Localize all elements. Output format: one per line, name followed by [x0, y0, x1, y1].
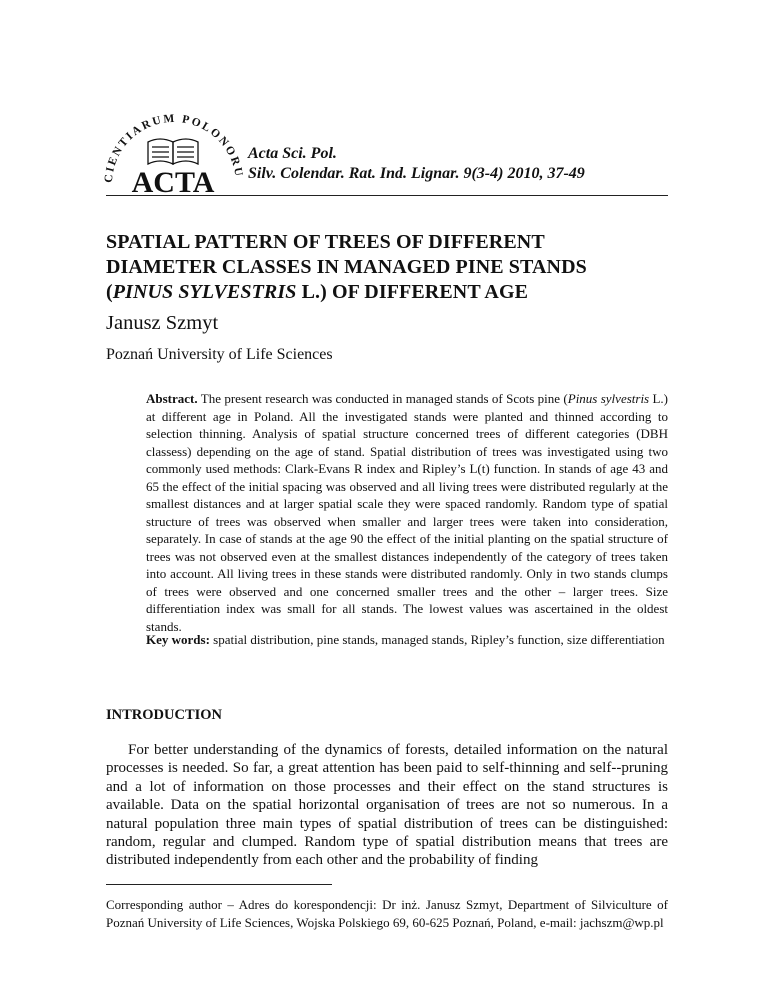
- logo-acta-word: ACTA: [131, 166, 215, 199]
- title-species: PINUS SYLVESTRIS: [112, 281, 297, 303]
- abstract: [146, 390, 668, 635]
- abstract-text: The present research was conducted in managed stands of Scots pine (Pinus sylvestris L.) at different age in Poland. All the investigated stands were planted and thinned according to selection thinning. Analysis of spatial structure concerned trees of different categories (DBH classess) depending on the age of stand. Spatial distribution of trees was investigated using two commonly used methods: Clark-Evans R index and Ripley’s L(t) function. In stands of age 43 and 65 the effect of the initial spacing was observed and all living trees were distributed regularly at the smallest distances and at larger spatial scale they were spaced randomly. Random type of spatial structure of trees was observed when smaller and larger trees were taken into consideration, separately. In case of stands at the age 90 the effect of the initial planting on the spatial structure of trees was not observed even at the smallest distances independently of the category of trees taken into account. All living trees in these stands were distributed randomly. Only in two stands clumps of trees were observed and one concerned smaller trees and the other – larger trees. Size differentiation index was small for all stands. The lowest values was ascertained in the oldest stands.: [146, 391, 669, 634]
- footnote-divider: [106, 884, 332, 885]
- introduction-paragraph: For better understanding of the dynamics of forests, detailed information on the natural processes is needed. So far, a great attention has been paid to self-thinning and self--pruning and a lot of information on those processes and their effect on the stand structures is available. Data on the spatial horizontal organisation of trees are not so numerous. In a natural population three main types of spatial distribution of trees can be distinguished: random, regular and clumped. Random type of spatial distribution means that trees are distributed independently from each other and the probability of finding: [106, 742, 668, 869]
- open-book-icon: [148, 139, 198, 164]
- journal-volume: Silv. Colendar. Rat. Ind. Lignar. 9(3-4) 2010, 37-49: [248, 165, 585, 182]
- section-heading-introduction: INTRODUCTION: [106, 707, 223, 723]
- title-line-2: DIAMETER CLASSES IN MANAGED PINE STANDS: [106, 256, 587, 278]
- keywords: [146, 631, 668, 649]
- paper-title: [106, 230, 666, 305]
- author-name: Janusz Szmyt: [106, 312, 219, 334]
- title-line-1: SPATIAL PATTERN OF TREES OF DIFFERENT: [106, 231, 545, 253]
- introduction-text: [106, 741, 668, 870]
- keywords-text: spatial distribution, pine stands, managed stands, Ripley’s function, size differentiation: [213, 632, 665, 647]
- logo-arc-text: CIENTIARUM POLONORU: [102, 112, 245, 184]
- abstract-label: Abstract.: [146, 391, 198, 406]
- title-line-3: (PINUS SYLVESTRIS L.) OF DIFFERENT AGE: [106, 281, 529, 303]
- corresponding-author-footnote: Corresponding author – Adres do korespondencji: Dr inż. Janusz Szmyt, Department of Silviculture of Poznań University of Life Sciences, Wojska Polskiego 69, 60-625 Poznań, Poland, e-mail: jachszm@wp.pl: [106, 897, 668, 930]
- journal-logo: [96, 102, 246, 200]
- header-divider: [106, 195, 668, 196]
- journal-name: Acta Sci. Pol.: [248, 145, 337, 162]
- journal-citation: [248, 144, 585, 184]
- keywords-label: Key words:: [146, 632, 210, 647]
- author-affiliation: Poznań University of Life Sciences: [106, 346, 333, 363]
- acta-seal-icon: [96, 102, 246, 200]
